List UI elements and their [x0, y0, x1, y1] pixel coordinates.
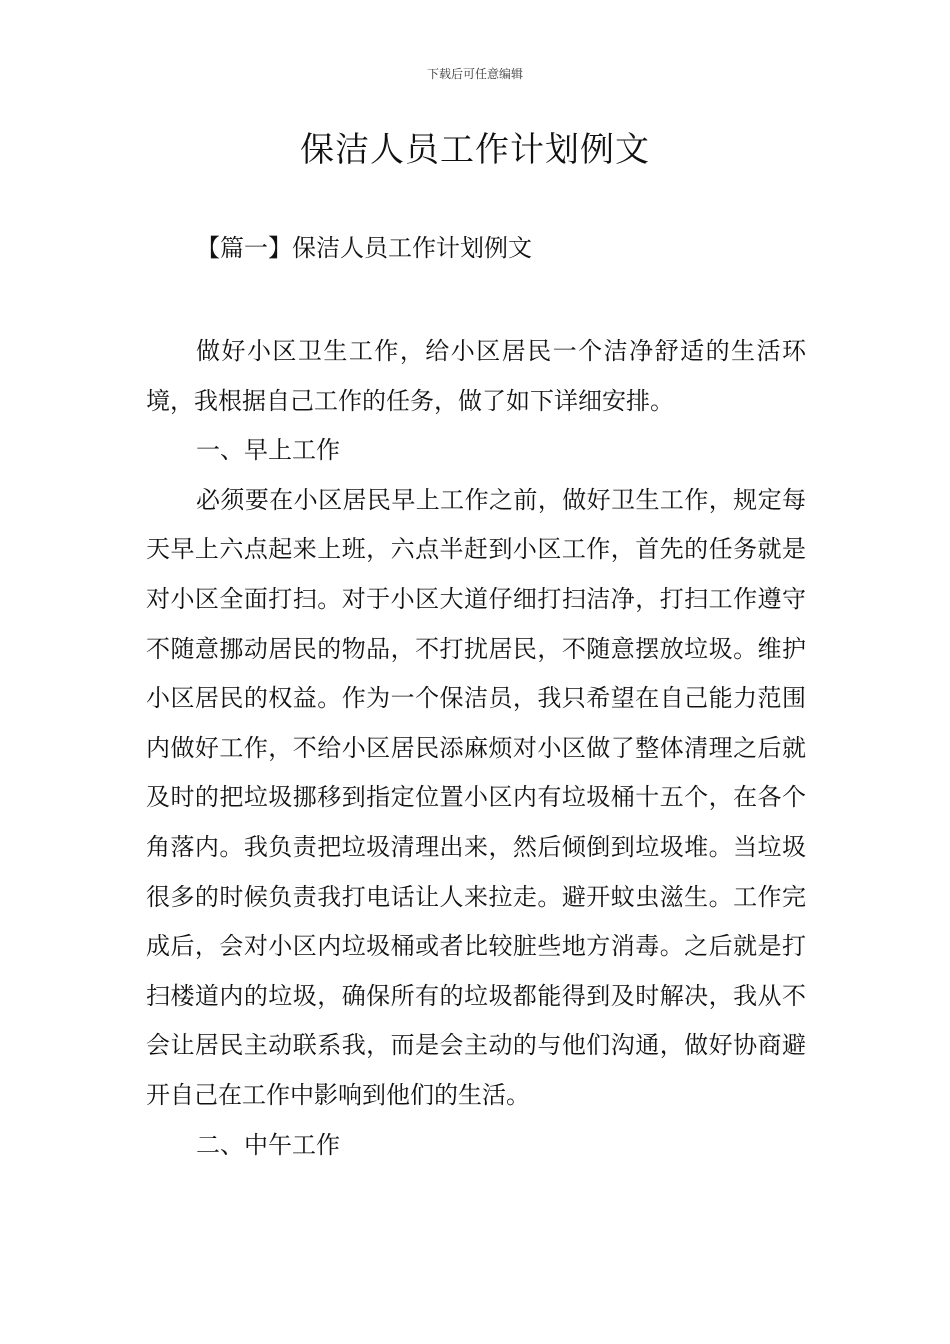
- subheading-morning-work: 一、早上工作: [196, 436, 340, 465]
- morning-work-paragraph: 必须要在小区居民早上工作之前，做好卫生工作，规定每天早上六点起来上班，六点半赶到小区工作，首先的任务就是对小区全面打扫。对于小区大道仔细打扫洁净，打扫工作遵守不随意挪动居民的物品，不打扰居民，不随意摆放垃圾。维护小区居民的权益。作为一个保洁员，我只希望在自己能力范围内做好工作，不给小区居民添麻烦对小区做了整体清理之后就及时的把垃圾挪移到指定位置小区内有垃圾桶十五个，在各个角落内。我负责把垃圾清理出来，然后倾倒到垃圾堆。当垃圾很多的时候负责我打电话让人来拉走。避开蚊虫滋生。工作完成后，会对小区内垃圾桶或者比较脏些地方消毒。之后就是打扫楼道内的垃圾，确保所有的垃圾都能得到及时解决，我从不会让居民主动联系我，而是会主动的与他们沟通，做好协商避开自己在工作中影响到他们的生活。: [146, 485, 806, 1109]
- document-title: 保洁人员工作计划例文: [300, 130, 650, 170]
- document-body: [146, 327, 806, 1170]
- header-note: 下载后可任意编辑: [426, 67, 523, 81]
- section-heading: 【篇一】保洁人员工作计划例文: [196, 234, 532, 262]
- subheading-noon-work: 二、中午工作: [196, 1130, 340, 1159]
- intro-paragraph: 做好小区卫生工作，给小区居民一个洁净舒适的生活环境，我根据自己工作的任务，做了如下详细安排。: [146, 337, 806, 415]
